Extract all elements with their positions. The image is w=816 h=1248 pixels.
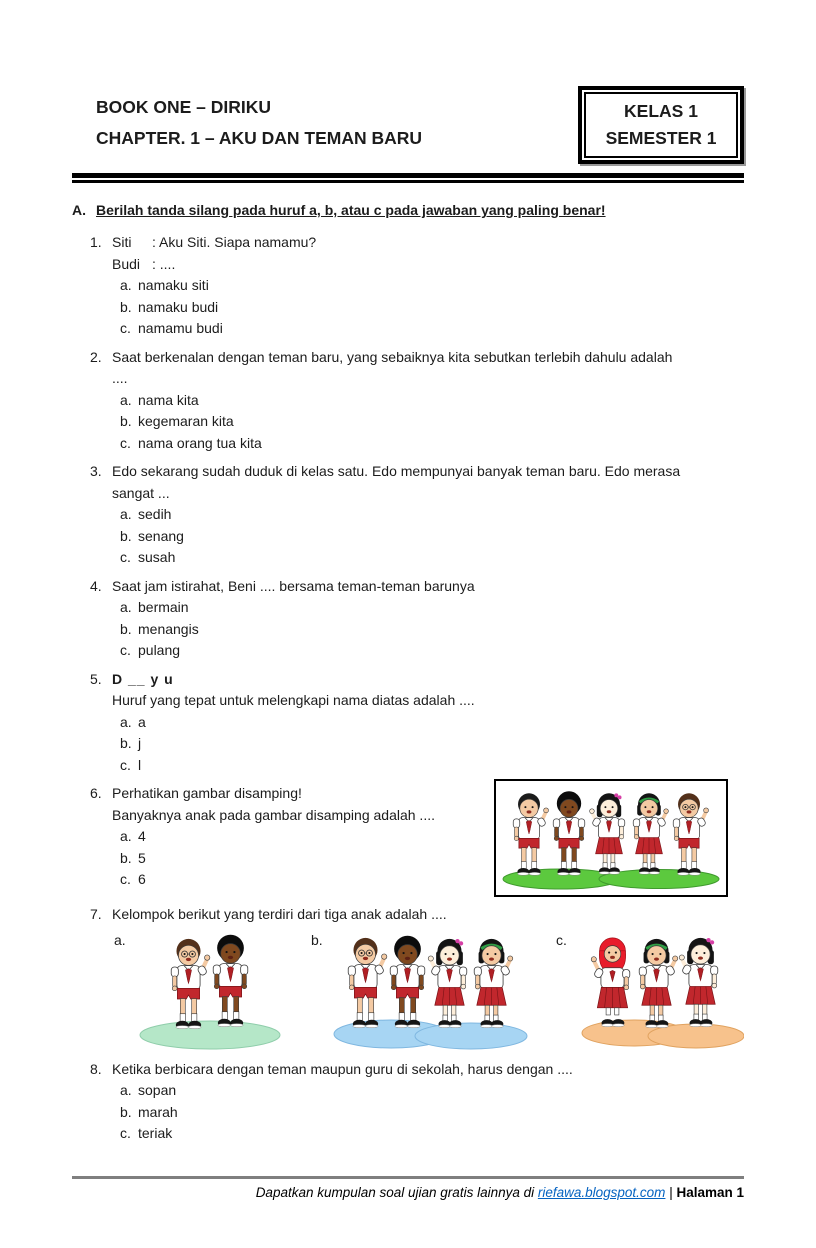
name-puzzle: D __ y u (112, 670, 174, 687)
question-5 (90, 669, 744, 777)
section-a-heading (72, 202, 744, 218)
question-text: Saat berkenalan dengan teman baru, yang sebaiknya kita sebutkan terlebih dahulu adalah (112, 348, 673, 365)
image-option-a (114, 930, 284, 1052)
question-number: 8. (90, 1060, 102, 1077)
question-6-image-frame (494, 779, 728, 897)
option-letter: a. (120, 277, 132, 293)
option-text: sopan (138, 1082, 177, 1098)
option-letter: a. (120, 713, 132, 730)
badge-semester-line: SEMESTER 1 (605, 128, 717, 148)
option-text: menangis (138, 620, 199, 637)
question-3 (90, 461, 744, 569)
answer-option (112, 712, 744, 734)
answer-option (112, 1080, 744, 1102)
question-number: 4. (90, 577, 102, 594)
question-4 (90, 576, 744, 662)
answer-option (112, 869, 494, 891)
option-letter: b. (120, 620, 132, 637)
answer-option (112, 755, 744, 777)
option-text: 4 (138, 828, 146, 844)
question-text: Edo sekarang sudah duduk di kelas satu. Edo mempunyai banyak teman baru. Edo merasa (112, 463, 681, 479)
header-titles (72, 86, 422, 154)
header-rule (72, 173, 744, 183)
option-text: 5 (138, 849, 146, 866)
option-text: nama orang tua kita (138, 434, 262, 451)
image-option-b (311, 930, 529, 1052)
option-letter: b. (120, 413, 132, 429)
question-text: Kelompok berikut yang terdiri dari tiga anak adalah .... (112, 906, 447, 922)
class-semester-badge-inner (584, 92, 738, 158)
dialog-row (112, 232, 744, 254)
option-text: namaku budi (138, 298, 219, 315)
section-instruction: Berilah tanda silang pada huruf a, b, atau c pada jawaban yang paling benar! (96, 202, 606, 218)
option-letter: c. (120, 756, 131, 773)
dialog-text: : .... (152, 255, 176, 272)
option-letter: b. (120, 849, 132, 866)
page-content (72, 86, 744, 1152)
question-body (112, 904, 744, 1052)
option-letter: c. (120, 871, 131, 887)
option-text: j (138, 735, 142, 751)
answer-option (112, 619, 744, 641)
speaker-name: Budi (112, 255, 141, 272)
answer-option (112, 1123, 744, 1145)
answer-option (112, 848, 494, 870)
class-semester-badge (578, 86, 744, 164)
three-children-illustration (576, 930, 744, 1052)
footer-prefix: Dapatkan kumpulan soal ujian gratis lainnya di (255, 1185, 538, 1200)
question-body (112, 461, 744, 569)
answer-option (112, 547, 744, 569)
question-6-row (112, 783, 744, 897)
image-option-c (556, 930, 744, 1052)
speaker-name: Siti (112, 234, 132, 250)
question-body (112, 347, 744, 455)
option-text: senang (138, 527, 184, 544)
option-letter: b. (120, 527, 132, 544)
option-letter: a. (120, 828, 132, 844)
option-letter: c. (120, 1125, 131, 1141)
question-8 (90, 1059, 744, 1145)
question-7 (90, 904, 744, 1052)
footer (72, 1176, 744, 1200)
option-letter: c. (556, 931, 567, 948)
option-text: teriak (138, 1125, 173, 1141)
question-number: 5. (90, 670, 102, 687)
option-letter: c. (120, 642, 131, 658)
option-text: susah (138, 549, 176, 565)
question-text: Banyaknya anak pada gambar disamping adalah .... (112, 806, 435, 823)
book-title: BOOK ONE – DIRIKU (96, 97, 272, 117)
question-text: Perhatikan gambar disamping! (112, 785, 302, 801)
option-letter: b. (311, 931, 323, 948)
option-letter: a. (120, 599, 132, 615)
question-1 (90, 232, 744, 340)
option-text: 6 (138, 871, 146, 887)
dialog-text: : Aku Siti. Siapa namamu? (152, 234, 317, 250)
chapter-title: CHAPTER. 1 – AKU DAN TEMAN BARU (96, 128, 423, 148)
question-6 (90, 783, 744, 897)
two-children-illustration (134, 930, 284, 1052)
answer-option (112, 640, 744, 662)
five-children-illustration (499, 785, 723, 891)
answer-option (112, 411, 744, 433)
question-body (112, 669, 744, 777)
question-number: 1. (90, 234, 102, 250)
question-number: 7. (90, 906, 102, 922)
question-body (112, 783, 744, 897)
answer-option (112, 1102, 744, 1124)
question-number: 3. (90, 463, 102, 479)
question-6-text-block (112, 783, 494, 891)
answer-option (112, 275, 744, 297)
header (72, 86, 744, 164)
option-letter: a. (120, 506, 132, 522)
option-letter: c. (120, 434, 131, 451)
four-children-illustration (331, 930, 529, 1052)
option-text: l (138, 756, 142, 773)
question-text: Ketika berbicara dengan teman maupun guru di sekolah, harus dengan .... (112, 1060, 573, 1077)
answer-option (112, 597, 744, 619)
question-number: 2. (90, 348, 102, 365)
option-text: marah (138, 1103, 178, 1120)
question-text: sangat ... (112, 484, 170, 501)
option-letter: b. (120, 298, 132, 315)
footer-separator: | (665, 1185, 677, 1200)
option-letter: a. (120, 391, 132, 408)
option-letter: c. (120, 549, 131, 565)
page-number: Halaman 1 (676, 1185, 744, 1200)
option-text: a (138, 713, 146, 730)
question-body (112, 232, 744, 340)
question-body (112, 576, 744, 662)
answer-option (112, 297, 744, 319)
dialog-row (112, 254, 744, 276)
question-text: Saat jam istirahat, Beni .... bersama teman-teman barunya (112, 577, 475, 594)
option-text: sedih (138, 506, 172, 522)
footer-link[interactable]: riefawa.blogspot.com (537, 1185, 666, 1200)
answer-option (112, 504, 744, 526)
footer-text (72, 1185, 744, 1200)
option-text: bermain (138, 599, 189, 615)
option-text: nama kita (138, 391, 199, 408)
answer-option (112, 390, 744, 412)
option-text: kegemaran kita (138, 413, 234, 429)
answer-option (112, 318, 744, 340)
option-text: namamu budi (138, 320, 223, 336)
answer-option (112, 433, 744, 455)
question-list (72, 232, 744, 1145)
option-letter: c. (120, 320, 131, 336)
question-2 (90, 347, 744, 455)
footer-rule (72, 1176, 744, 1179)
question-text: .... (112, 370, 128, 386)
answer-option (112, 526, 744, 548)
question-text: Huruf yang tepat untuk melengkapi nama diatas adalah .... (112, 692, 475, 708)
question-body (112, 1059, 744, 1145)
option-text: pulang (138, 642, 181, 658)
badge-class-line: KELAS 1 (624, 101, 698, 121)
answer-option (112, 733, 744, 755)
option-letter: b. (120, 1103, 132, 1120)
answer-option (112, 826, 494, 848)
option-text: namaku siti (138, 277, 209, 293)
option-letter: b. (120, 735, 132, 751)
question-number: 6. (90, 785, 102, 801)
option-letter: a. (114, 931, 126, 948)
section-label: A. (72, 202, 86, 218)
option-letter: a. (120, 1082, 132, 1098)
question-7-image-options (112, 930, 744, 1052)
